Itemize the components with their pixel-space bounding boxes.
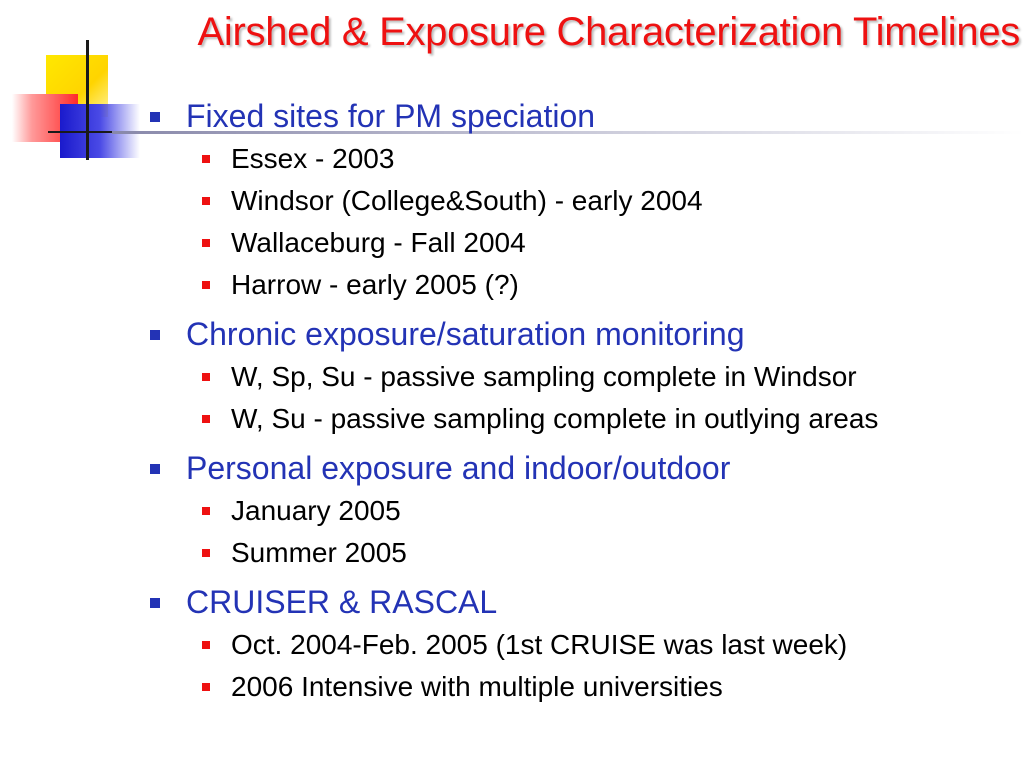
square-bullet-icon xyxy=(150,598,160,608)
square-bullet-icon xyxy=(202,415,210,423)
list-item-text: Summer 2005 xyxy=(231,537,407,568)
list-item xyxy=(140,666,1020,708)
list-item xyxy=(140,490,1020,532)
list-item-text: Windsor (College&South) - early 2004 xyxy=(231,185,703,216)
square-bullet-icon xyxy=(150,112,160,122)
list-item-text: 2006 Intensive with multiple universities xyxy=(231,671,723,702)
square-bullet-icon xyxy=(202,197,210,205)
list-item-text: Oct. 2004-Feb. 2005 (1st CRUISE was last week) xyxy=(231,629,848,660)
list-item-text: Harrow - early 2005 (?) xyxy=(231,269,519,300)
square-bullet-icon xyxy=(202,155,210,163)
square-bullet-icon xyxy=(202,507,210,515)
section-heading-text: Personal exposure and indoor/outdoor xyxy=(186,450,731,486)
list-item xyxy=(140,222,1020,264)
list-item xyxy=(140,624,1020,666)
square-bullet-icon xyxy=(202,641,210,649)
list-item xyxy=(140,398,1020,440)
list-item xyxy=(140,138,1020,180)
list-item-text: W, Su - passive sampling complete in outlying areas xyxy=(231,403,879,434)
list-item-text: Essex - 2003 xyxy=(231,143,395,174)
section-heading xyxy=(140,446,1020,490)
list-item-text: January 2005 xyxy=(231,495,401,526)
section-heading-text: Chronic exposure/saturation monitoring xyxy=(186,316,745,352)
list-item-text: Wallaceburg - Fall 2004 xyxy=(231,227,526,258)
list-item xyxy=(140,180,1020,222)
slide-title: Airshed & Exposure Characterization Timelines xyxy=(197,10,1020,54)
square-bullet-icon xyxy=(202,239,210,247)
square-bullet-icon xyxy=(202,281,210,289)
section-heading xyxy=(140,312,1020,356)
section-heading xyxy=(140,94,1020,138)
square-bullet-icon xyxy=(202,373,210,381)
square-bullet-icon xyxy=(150,464,160,474)
bullet-list xyxy=(140,88,1020,708)
section-heading xyxy=(140,580,1020,624)
section-heading-text: CRUISER & RASCAL xyxy=(186,584,498,620)
square-bullet-icon xyxy=(202,549,210,557)
section-heading-text: Fixed sites for PM speciation xyxy=(186,98,596,134)
square-bullet-icon xyxy=(202,683,210,691)
list-item-text: W, Sp, Su - passive sampling complete in Windsor xyxy=(231,361,857,392)
square-bullet-icon xyxy=(150,330,160,340)
list-item xyxy=(140,264,1020,306)
logo-vertical-line xyxy=(86,40,89,160)
list-item xyxy=(140,356,1020,398)
list-item xyxy=(140,532,1020,574)
